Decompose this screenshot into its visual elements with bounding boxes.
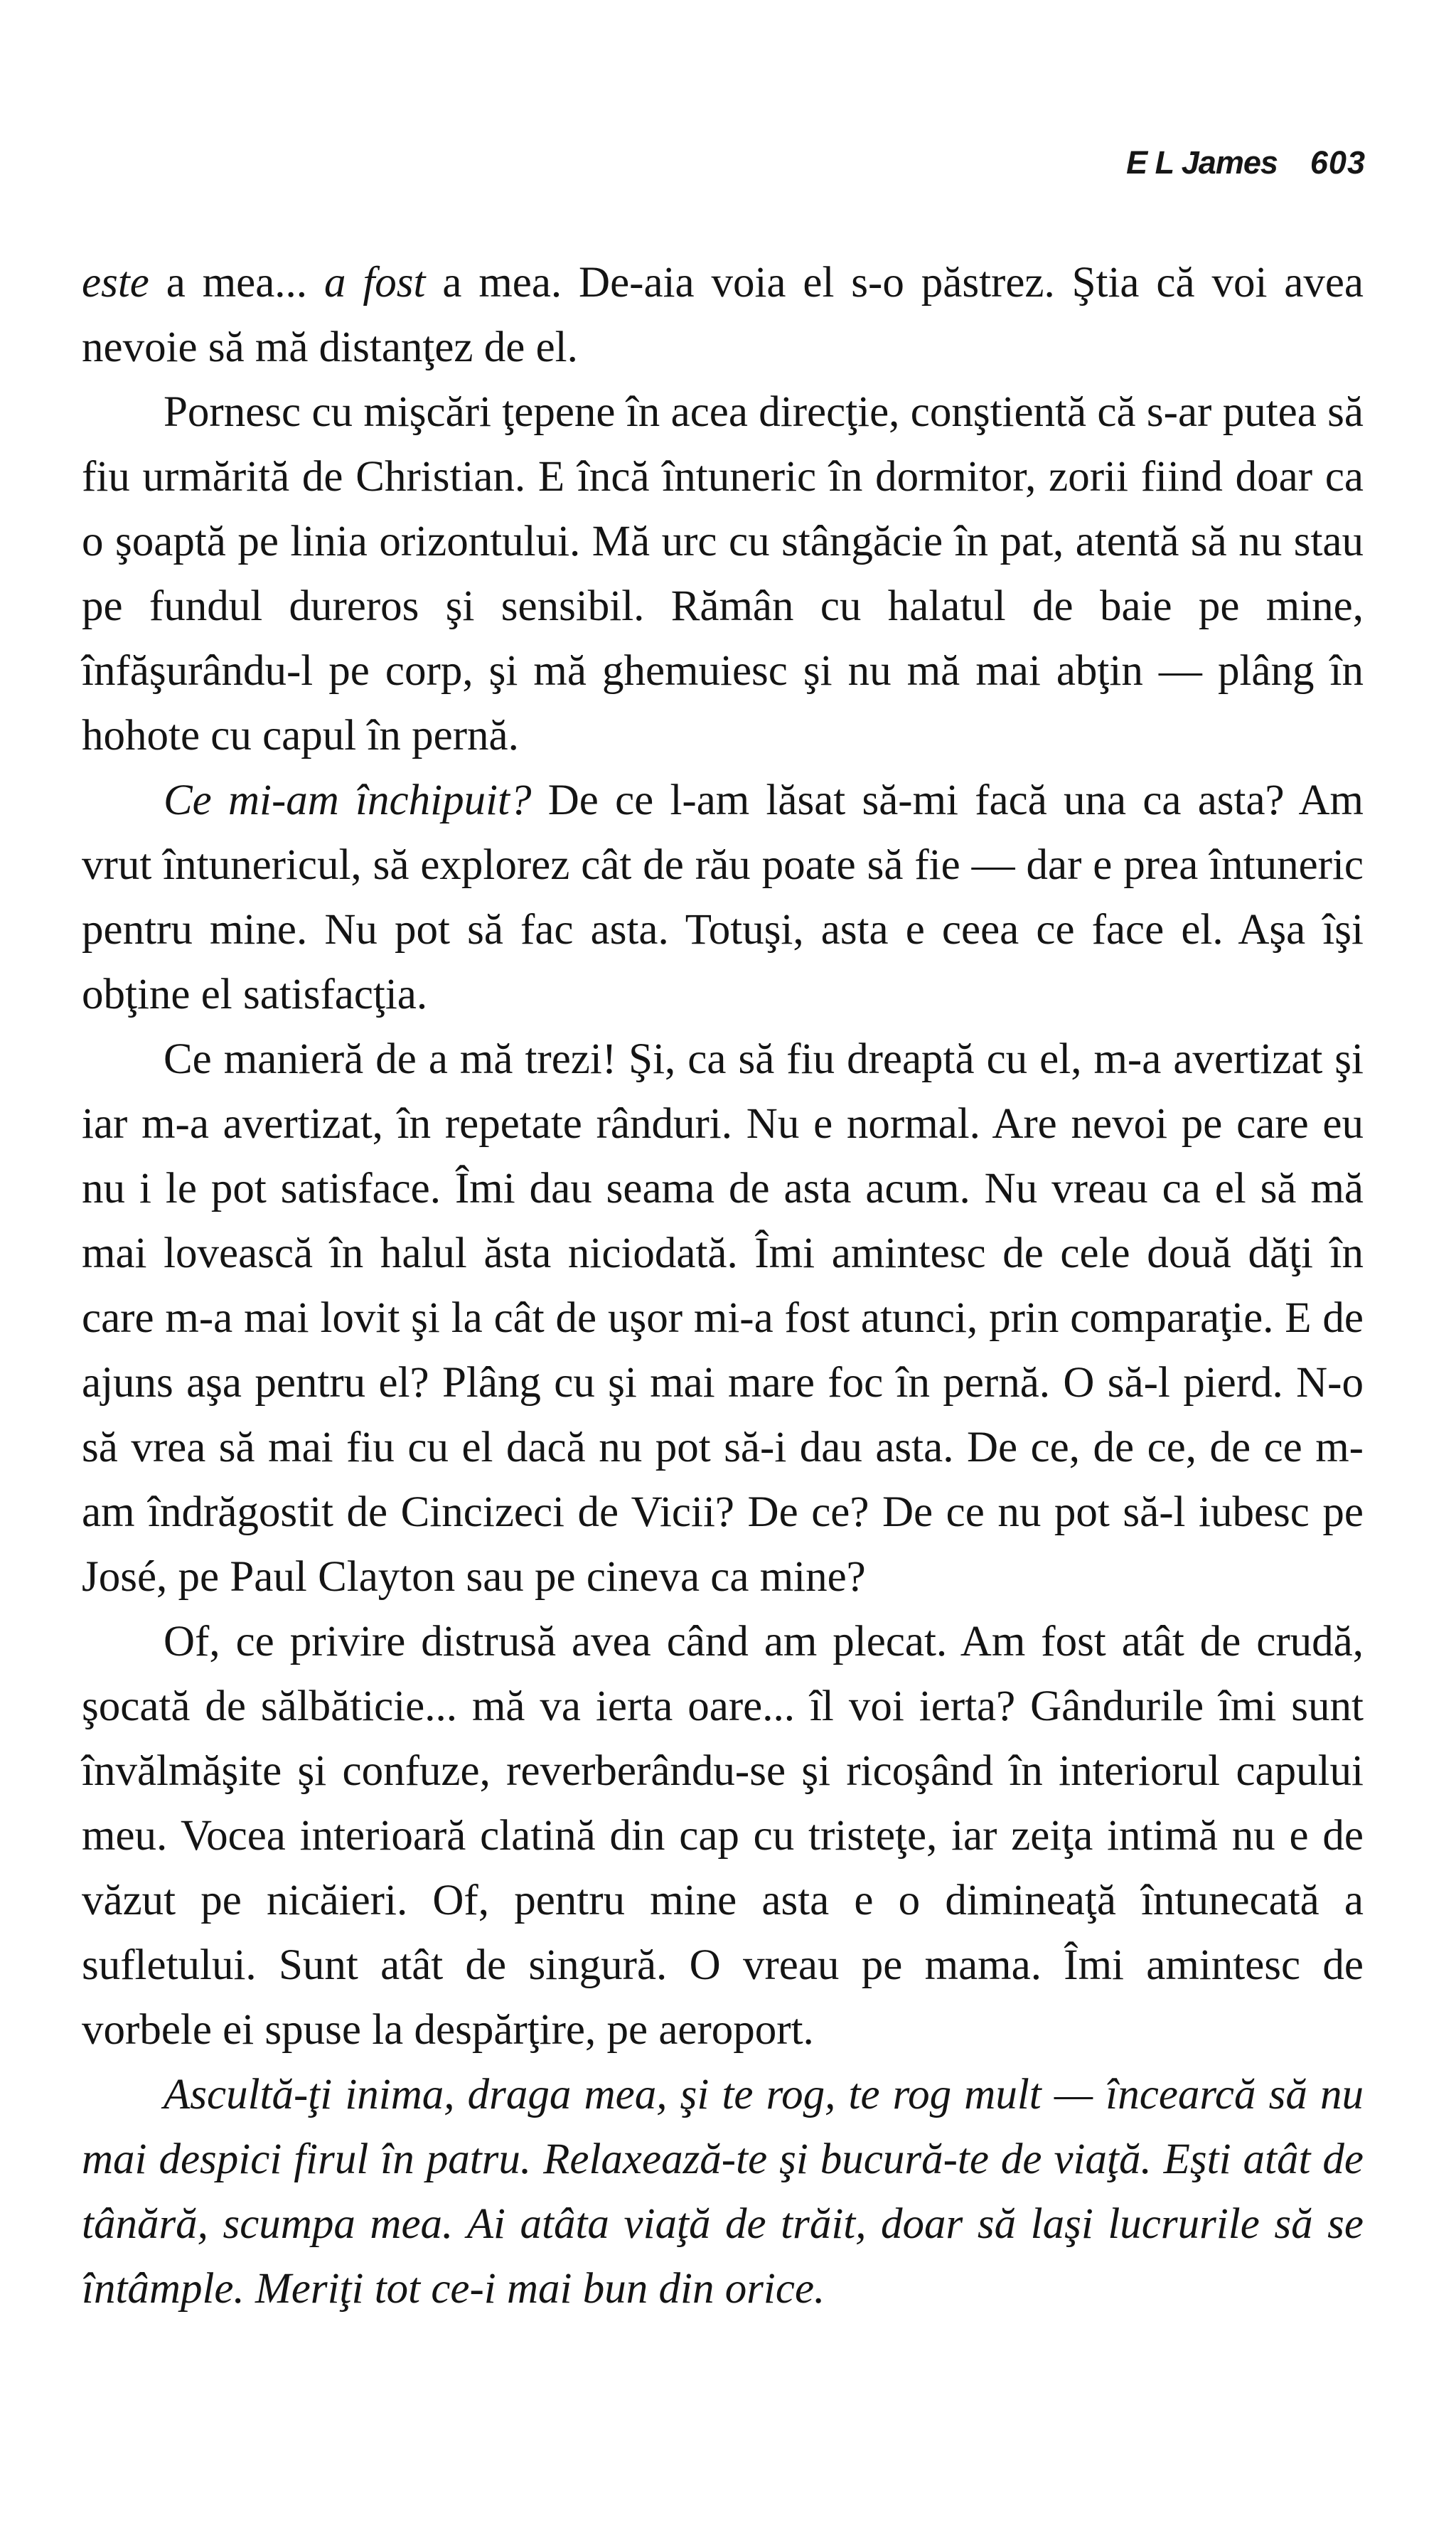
page-number: 603 — [1310, 144, 1366, 181]
text-run: Pornesc cu mişcări ţepene în acea direcţie, conştientă că s-ar putea să fiu urmărită de Christian. E încă întuneric în dormitor, zorii fiind doar ca o şoaptă pe linia orizontului. Mă urc cu stângăcie în pat, atentă să nu stau pe fundul dureros şi sensibil. Rămân cu halatul de baie pe mine, înfăşurându-l pe corp, şi mă ghemuiesc şi nu mă mai abţin — plâng în hohote cu capul în pernă. — [82, 388, 1364, 759]
running-header-author: E L James — [1126, 144, 1278, 181]
body-paragraph — [82, 768, 1364, 1027]
body-paragraph — [82, 1609, 1364, 2062]
body-paragraph — [82, 1027, 1364, 1609]
italic-text-run: a fost — [323, 259, 426, 306]
body-paragraph — [82, 380, 1364, 768]
body-paragraph — [82, 2062, 1364, 2321]
text-run: Ce manieră de a mă trezi! Şi, ca să fiu dreaptă cu el, m-a avertizat şi iar m-a avertizat, în repetate rânduri. Nu e normal. Are nevoi pe care eu nu i le pot satisface. Îmi dau seama de asta acum. Nu vreau ca el să mă mai lovească în halul ăsta niciodată. Îmi amintesc de cele două dăţi în care m-a mai lovit şi la cât de uşor mi-a fost atunci, prin comparaţie. E de ajuns aşa pentru el? Plâng cu şi mai mare foc în pernă. O să-l pierd. N-o să vrea să mai fiu cu el dacă nu pot să-i dau asta. De ce, de ce, de ce m-am îndrăgostit de Cincizeci de Vicii? De ce? De ce nu pot să-l iubesc pe José, pe Paul Clayton sau pe cineva ca mine? — [82, 1035, 1364, 1601]
text-run: a mea... — [149, 259, 324, 306]
running-header — [82, 144, 1366, 181]
body-text — [82, 250, 1364, 2321]
text-run: a mea. De-aia voia el s-o păstrez. Ştia că voi avea nevoie să mă distanţez de el. — [82, 259, 1364, 371]
italic-text-run: Ce mi-am închipuit? — [164, 777, 532, 824]
italic-text-run: este — [82, 259, 149, 306]
text-run: De ce l-am lăsat să-mi facă una ca asta? Am vrut întunericul, să explorez cât de rău poate să fie — dar e prea întuneric pentru mine. Nu pot să fac asta. Totuşi, asta e ceea ce face el. Aşa îşi obţine el satisfacţia. — [82, 777, 1364, 1018]
italic-text-run: Ascultă-ţi inima, draga mea, şi te rog, te rog mult — încearcă să nu mai despici firul în patru. Relaxează-te şi bucură-te de viaţă. Eşti atât de tânără, scumpa mea. Ai atâta viaţă de trăit, doar să laşi lucrurile să se întâmple. Meriţi tot ce-i mai bun din orice. — [82, 2071, 1364, 2313]
body-paragraph — [82, 250, 1364, 380]
text-run: Of, ce privire distrusă avea când am plecat. Am fost atât de crudă, şocată de sălbăticie... mă va ierta oare... îl voi ierta? Gândurile îmi sunt învălmăşite şi confuze, reverberându-se şi ricoşând în interiorul capului meu. Vocea interioară clatină din cap cu tristeţe, iar zeiţa intimă nu e de văzut pe nicăieri. Of, pentru mine asta e o dimineaţă întunecată a sufletului. Sunt atât de singură. O vreau pe mama. Îmi amintesc de vorbele ei spuse la despărţire, pe aeroport. — [82, 1618, 1364, 2054]
